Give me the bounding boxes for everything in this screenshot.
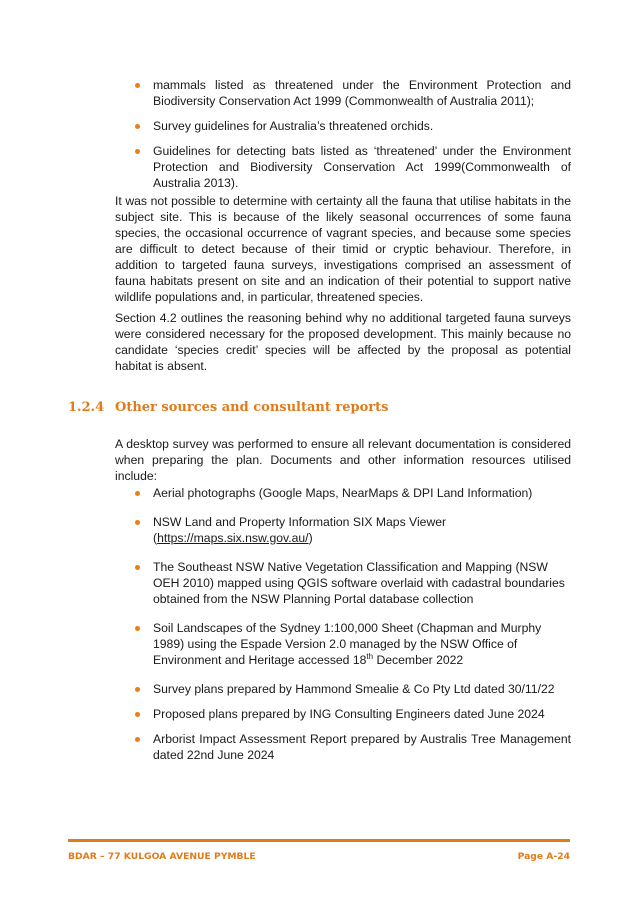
bullet-text: NSW Land and Property Information SIX Maps Viewer [153,515,447,529]
list-item [115,118,571,134]
section-heading [68,400,388,415]
top-bullet-list [115,77,571,191]
link-close-paren: ) [308,531,313,545]
bullet-dot-icon [135,491,140,496]
top-bullet-block [115,77,571,191]
paragraph-text: Section 4.2 outlines the reasoning behind why no additional targeted fauna surveys were considered necessary for the proposed development. This mainly because no candidate ‘species credit’ species will be affected by the proposal as potential habitat is absent. [115,311,571,373]
list-item [115,514,571,546]
paragraph-section-ref [115,310,571,374]
six-maps-link[interactable]: https://maps.six.nsw.gov.au/ [157,531,309,545]
bullet-dot-icon [135,149,140,154]
bullet-dot-icon [135,626,140,631]
bullet-dot-icon [135,565,140,570]
list-item [115,485,571,501]
section-title: Other sources and consultant reports [115,400,389,415]
bullet-text: Arborist Impact Assessment Report prepared by Australis Tree Management dated 22nd June 2024 [153,732,571,762]
list-item [115,620,571,668]
sources-bullet-list [115,485,571,763]
bullet-dot-icon [135,83,140,88]
bullet-dot-icon [135,737,140,742]
bullet-text: The Southeast NSW Native Vegetation Classification and Mapping (NSW OEH 2010) mapped using QGIS software overlaid with cadastral boundaries obtained from the NSW Planning Portal database collection [153,560,565,606]
list-item [115,559,571,607]
paragraph-text: A desktop survey was performed to ensure all relevant documentation is considered when preparing the plan. Documents and other information resources utilised include: [115,437,571,483]
bullet-text: Survey plans prepared by Hammond Smealie & Co Pty Ltd dated 30/11/22 [153,682,555,696]
list-item [115,681,571,697]
bullet-dot-icon [135,712,140,717]
bullet-text: Survey guidelines for Australia’s threatened orchids. [153,119,434,133]
bullet-dot-icon [135,687,140,692]
section-number: 1.2.4 [68,400,105,415]
link-open-paren: ( [153,531,158,545]
bullet-text: mammals listed as threatened under the Environment Protection and Biodiversity Conservation Act 1999 (Commonwealth of Australia 2011); [153,78,571,108]
bullet-text: Soil Landscapes of the Sydney 1:100,000 Sheet (Chapman and Murphy 1989) using the Espade Version 2.0 managed by the NSW Office of Environment and Heritage accessed 18 [153,621,542,667]
bullet-text: Aerial photographs (Google Maps, NearMaps & DPI Land Information) [153,486,533,500]
list-item [115,77,571,109]
list-item [115,731,571,763]
footer-page-number: Page A-24 [517,851,570,862]
paragraph-fauna [115,193,571,305]
footer-divider [68,839,570,842]
bullet-dot-icon [135,520,140,525]
paragraph-text: It was not possible to determine with certainty all the fauna that utilise habitats in the subject site. This is because of the likely seasonal occurrences of some fauna species, the occasional occurrence of vagrant species, and because some species are difficult to detect because of their timid or cryptic behaviour. Therefore, in addition to targeted fauna surveys, investigations comprised an assessment of fauna habitats present on site and an indication of their potential to support native wildlife populations and, in particular, threatened species. [115,194,571,304]
footer-document-title: BDAR – 77 KULGOA AVENUE PYMBLE [68,851,256,862]
bullet-text: Proposed plans prepared by ING Consulting Engineers dated June 2024 [153,707,545,721]
sources-bullet-block [115,485,571,763]
bullet-text-end: December 2022 [373,653,464,667]
bullet-text: Guidelines for detecting bats listed as ‘threatened’ under the Environment Protection and Biodiversity Conservation Act 1999(Commonwealth of Australia 2013). [153,144,571,190]
superscript: th [366,651,374,661]
list-item [115,143,571,191]
bullet-dot-icon [135,124,140,129]
list-item [115,706,571,722]
paragraph-desktop-survey [115,436,571,484]
